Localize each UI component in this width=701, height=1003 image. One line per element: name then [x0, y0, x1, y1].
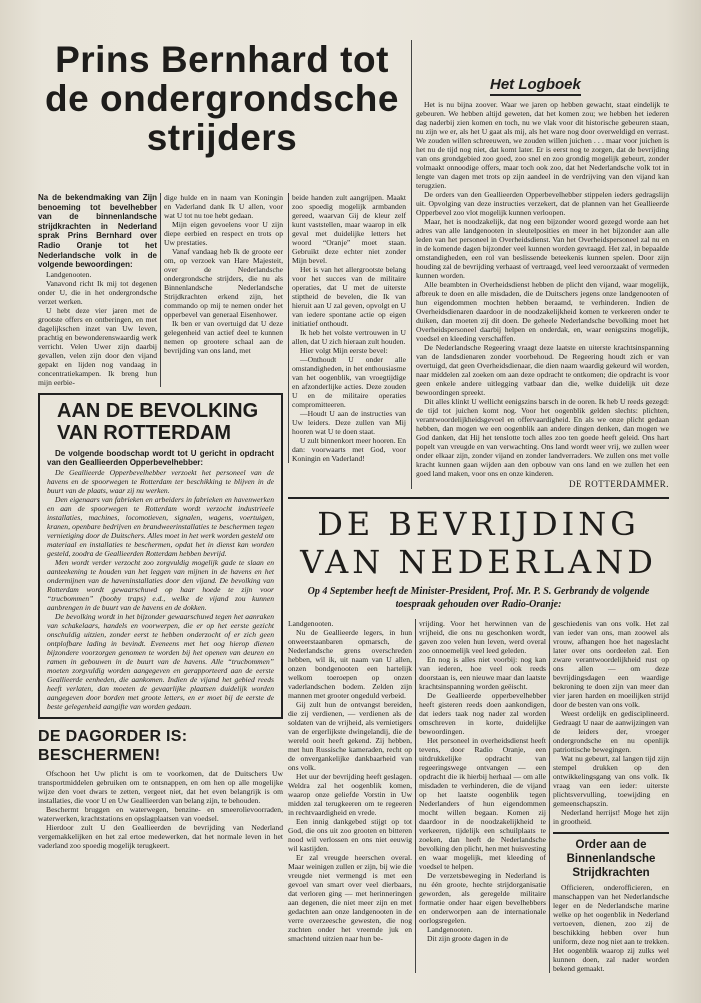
paragraph: Dit alles klinkt U wellicht eenigszins barsch in de ooren. Ik heb U reeds gezegd: de tijd tot juichen komt nog. Voor het oogenblik gelden slechts: plichten, verantwoordelijkheidsgevoel en offervaardigheid. En als we onze plicht gedaan hebben, dan mogen we een oogenblik aan andere dingen denken, dan mogen we God danken, dat Hij het tenslotte toch alles zoo ten goede heeft geleid. Ons hart popelt van vreugde en van verwachting. Ons land wordt weer vrij, we zullen weer onder elkaar zijn, zonder vijand en zonder landverraders. We zullen ons met volle kracht kunnen gaan wijden aan den opbouw van ons land en we zullen het een goed land maken, voor ons en onze kinderen.	[416, 397, 669, 478]
paragraph: beide handen zult aangrijpen. Maakt zoo spoedig mogelijk armbanden gereed, waarvan Gij de kleur zelf kunt vaststellen, maar waarop in elk geval met duidelijke letters het woord “Oranje” moet staan. Gebruikt deze echter niet zonder Mijn bevel.	[292, 193, 406, 265]
paragraph: Beschermt bruggen en waterwegen, benzine- en smeerolievoorraden, waterwerken, krachtstations en opslagplaatsen van voedsel.	[38, 804, 283, 823]
paragraph: Ik ben er van overtuigd dat U deze gelegenheid van actief deel te kunnen nemen op grootere schaal aan de bevrijding van ons land, met	[164, 319, 283, 355]
paragraph: Er zal vreugde heerschen overal. Maar weinigen zullen er zijn, bij wie die vreugde niet vermengd is met een gevoel van smart over veel dierbaars, dat verloren ging — met herinneringen aan degenen, die niet meer zijn en met gedachten aan onze landgenooten in de verre overzeesche gewesten, die nog zuchten onder het vreemde juk en smachtend uitzien naar hun be-	[288, 853, 412, 943]
bevrijding-title: DE BEVRIJDING VAN NEDERLAND	[300, 505, 657, 581]
bevrijding-columns	[288, 619, 669, 973]
paragraph: De verzetsbeweging in Nederland is nu één groote, hechte strijdorganisatie geworden, als geregelde militaire formatie onder haar eigen bevelhebbers en onderworpen aan de internationale oorlogsregelen.	[419, 871, 546, 925]
rotterdam-title: AAN DE BEVOLKING VAN ROTTERDAM	[57, 399, 259, 444]
bevrijding-section	[288, 497, 669, 973]
paragraph: Maar, het is noodzakelijk, dat nog een bijzonder woord gezegd worde aan het adres van alle landgenooten in sleutelposities en meer in het bijzonder aan alle leden van het personeel in Overheidsdienst. Van het Overheidspersoneel zal nu en in de komende dagen bijzonder veel kunnen worden gevraagd. Het zal, in bepaalde omstandigheden, een rol van beslissende beteekenis kunnen spelen. Door zijn houding zal de bevrijding verhaast of vertraagd, veel leed veroorzaakt of vermeden kunnen worden.	[416, 217, 669, 280]
bernhard-lead: Na de bekendmaking van Zijn benoeming tot bevelhebber van de binnenlandsche strijdkrachten in Nederland sprak Prins Bernhard over Radio Oranje tot het Nederlandsche volk in de volgende bewoordingen:	[38, 193, 157, 270]
order-rule	[553, 832, 669, 834]
paragraph: Wat nu gebeurt, zal langen tijd zijn stempel drukken op den ontwikkelingsgang van ons volk. Ik vraag van een ieder: uiterste plichtsvervulling, toewijding en gemeenschapszin.	[553, 754, 669, 808]
paragraph: Men wordt verder verzocht zoo zorgvuldig mogelijk gade te slaan en aanteekening te houden van het leggen van mijnen in de havens en het ondermijnen van de haveninstallaties door den vijand. De bevolking van Rotterdam wordt gewaarschuwd op haar hoede te zijn voor “trucbommen” (booby traps) e.d., welke de vijand zou kunnen aanbrengen in de buurt van de havens en de dokken.	[47, 557, 274, 612]
left-column	[38, 193, 283, 850]
dagorder-title: DE DAGORDER IS: BESCHERMEN!	[38, 727, 188, 764]
paragraph: Hierdoor zult U den Geallieerden de bevrijding van Nederland vergemakkelijken en het zal ertoe medewerken, dat het normale leven in het vaderland zoo spoedig mogelijk terugkeert.	[38, 822, 283, 850]
paragraph: Ofschoon het Uw plicht is om te voorkomen, dat de Duitschers Uw transportmiddelen gebruiken om te ontsnappen, en om hen op alle mogelijke wijze den voet dwars te zetten, vergeet niet, dat het even belangrijk is om installaties, die voor U en Uw Geallieerden van belang zijn, te behouden.	[38, 768, 283, 805]
paragraph: Landgenooten.	[427, 925, 473, 934]
paragraph: Het is van het allergrootste belang voor het succes van de militaire operaties, dat U met de uiterste stiptheid de bevelen, die Ik van hieruit aan U zal geven, opvolgt en U van iedere spontane actie op eigen initiatief onthoudt.	[292, 265, 406, 328]
paragraph: vrijding. Voor het herwinnen van de vrijheid, die ons nu geschonken wordt, gaven zoo velen hun leven, werd overal zoo onnoemelijk veel leed geleden.	[419, 619, 546, 655]
paragraph: Ik heb het volste vertrouwen in U allen, dat U zich hieraan zult houden.	[292, 328, 406, 346]
paragraph: Vanavond richt Ik mij tot degenen onder U, die in het ondergrondsche verzet werken.	[38, 278, 157, 306]
paragraph: Landgenooten.	[46, 269, 92, 279]
paragraph: De orders van den Geallieerden Opperbevelhebber stippelen ieders gedragslijn uit. Opvolging van deze instructies verzekert, dat de plannen van het Geallieerde Opperbevel zoo vlot mogelijk kunnen verloopen.	[416, 190, 669, 217]
bevrijding-subtitle: Op 4 September heeft de Minister-President, Prof. Mr. P. S. Gerbrandy de volgende toespraak gehouden over Radio-Oranje:	[307, 586, 650, 610]
paragraph: —Houdt U aan de instructies van Uw leiders. Deze zullen van Mij hooren wat U te doen staat.	[292, 409, 406, 436]
bevrijding-column-3	[553, 619, 669, 973]
paragraph: De Nederlandsche Regeering vraagt deze laatste en uiterste krachtsinspanning van de landsdienaren zonder voorbehoud. De Regeering houdt zich er van overtuigd, dat geen Overheidsdienaar, die dien naam waardig gekeurd wil worden, naar middelen zal zoeken om aan deze opdracht te ontkomen; die opdracht is voor geen enkele andere uitlegging vatbaar dan die, welke duidelijk uit deze bewoordingen spreekt.	[416, 343, 669, 397]
rotterdam-box	[38, 393, 283, 719]
logboek-signature: DE ROTTERDAMMER.	[569, 479, 669, 489]
bernhard-column-2	[164, 193, 283, 387]
paragraph: Nederland herrijst! Moge het zijn in grootheid.	[553, 808, 669, 826]
paragraph: Dit zijn groote dagen in de	[427, 934, 509, 943]
paragraph: Het is nu bijna zoover. Waar we jaren op hebben gewacht, staat eindelijk te gebeuren. We hebben altijd geweten, dat het komen zou; we hebben het iederen dag naderbij zien komen en toch, nu we vlak voor dit historische gebeuren staan, nu zijn we er, als het U gaat als mij, als het ware nog door overweldigd en verrast. We zouden willen schreeuwen, we zouden willen juichen . . . maar voor juichen is het nu de tijd nog niet, dat komt later. Er is eerst nog te zorgen, dat de bevrijding van ons grondgebied zoo goed, zoo snel en zoo grondig mogelijk gebeurt, zonder volmaakt onnoodige offers, maar toch ook zoo, dat het Nederlandsche volk tot in lengte van dagen met trots op zijn aandeel in de verdrijving van den vijand kan terugzien.	[416, 100, 669, 190]
bevrijding-column-2	[419, 619, 550, 973]
paragraph: Mijn eigen gevoelens voor U zijn diepe eerbied en respect en trots op Uw prestaties.	[164, 220, 283, 247]
dagorder-body	[38, 769, 283, 850]
paragraph: De Geallieerde opperbevelhebber heeft gisteren reeds doen aankondigen, dat ieders taak nog nader zal worden omschreven in korte, duidelijke bewoordingen.	[419, 691, 546, 736]
paragraph: Gij zult hun de ontvangst bereiden, die zij verdienen, — verdienen als de soldaten van de vrijheid, als vernietigers van de ergerlijkste dwingelandij, die de wereld ooit heeft gekend. Zij hebben, met hun Russische kameraden, recht op de onvergankelijke dankbaarheid van ons volk.	[288, 700, 412, 772]
paragraph: Alle beambten in Overheidsdienst hebben de plicht den vijand, waar mogelijk, afbreuk te doen en alle misdaden, die de Duitschers jegens onze landgenooten of hun eigendommen mochten hebben beraamd, te verhinderen. Indien de Overheidsdienaren daardoor in de noodzakelijkheid komen te verkeeren onder te duiken, dan moeten zij dit doen. De geheele Nederlandsche bevolking moet het Overheidspersoneel daarbij helpen en onderdak, en, waar eenigszins mogelijk, voedsel en kleeding verschaffen.	[416, 280, 669, 343]
paragraph: Het uur der bevrijding heeft geslagen. Weldra zal het oogenblik komen, waarop onze geliefde Vorstin in Uw midden zal terugkeeren om te regeeren in rechtvaardigheid en vrede.	[288, 772, 412, 817]
paragraph: Weest ordelijk en gedisciplineerd. Gedraagt U naar de aanwijzingen van de leiders der, vroeger ondergrondsche en nu openlijk patriottische bewegingen.	[553, 709, 669, 754]
bernhard-column-3	[288, 193, 406, 463]
bevrijding-column-3-text	[553, 619, 669, 826]
bernhard-columns	[38, 193, 283, 387]
paragraph: —Onthoudt U onder alle omstandigheden, in het enthousiasme van het oogenblik, van vroegtijdige en afzonderlijke acties. Deze zouden U en de militaire operaties compromitteeren.	[292, 355, 406, 409]
order-title: Order aan de Binnenlandsche Strijdkrachten	[566, 839, 656, 879]
paragraph: U hebt deze vier jaren met de grootste offers en ontberingen, en met dagelijkschen inzet van Uw leven, prachtig en bewonderenswaardig werk verricht. Velen Uwer zijn daarbij gevallen, velen zijn door den vijand gepakt en lijden nog vandaag in concentratiekampen. Ik breng hun mijn eerbie-	[38, 305, 157, 387]
paragraph: En nog is alles niet voorbij: nog kan van iederen, hoe veel ook reeds doorstaan is, een nieuwe maar dan laatste krachtsinspanning worden geëischt.	[419, 655, 546, 691]
paragraph: Hier volgt Mijn eerste bevel:	[300, 346, 388, 355]
paragraph: De bevolking wordt in het bijzonder gewaarschuwd tegen het aanraken van schakelaars, handels en voorwerpen, die er op het eerste gezicht onschuldig uitzien, zonder eerst te hebben onderzocht of er zich geen ontplofbare lading in bevindt. Eveneens met het oog hierop dienen bijzondere voorzorgen genomen te worden bij het openen van deuren en ramen in gebouwen in de buurt van de havens. Alle “trucbommen” moeten zorgvuldig worden aangegeven en gerapporteerd aan de eerste Geallieerde eenheden, die aankomen. Indien de vijand het gebied reeds heeft verlaten, dan moeten de gevaarlijke plaatsen duidelijk worden aangegeven door borden met groote letters, en er moet bij de eerste de beste gelegenheid aangifte van worden gedaan.	[47, 611, 274, 711]
order-body	[553, 883, 669, 973]
headline-prins-bernhard: Prins Bernhard tot de ondergrondsche strijders	[45, 39, 399, 158]
paragraph: Officieren, onderofficieren, en manschappen van het Nederlandsche leger en de Nederlandsche marine welke op het oogenblik in Nederland vertoeven, dienen, zoo zij de beschikking hebben over hun uniform, deze nog niet aan te trekken. Het oogenblik waarop zij zulks wel kunnen doen, zal nader worden bekend gemaakt.	[553, 883, 669, 973]
paragraph: dige hulde en in naam van Koningin en Vaderland dank Ik U allen, voor wat U tot nu toe hebt gedaan.	[164, 193, 283, 220]
bernhard-column-1	[38, 193, 161, 387]
paragraph: Den eigenaars van fabrieken en arbeiders in fabrieken en havenwerken en aan de spoorwegen te Rotterdam wordt verzocht industrieele installaties, machines, locomotieven, signalen, wagens, voertuigen, kranen, openbare bedrijven en brandweerinstallaties te beschermen tegen vernietiging door de Duitschers. Alles moet in het werk worden gesteld om materiaal en installaties te beschermen, opdat het in dienst kan worden gesteld, zoodra de Geallieerden Rotterdam hebben bevrijd.	[47, 494, 274, 558]
paragraph: De Geallieerde Opperbevelhebber verzoekt het personeel van de havens en de spoorwegen te Rotterdam ter beschikking te blijven in de buurt van de plaats, waar zij nu werken.	[47, 467, 274, 495]
bevrijding-column-1	[288, 619, 416, 973]
rotterdam-body	[47, 449, 274, 711]
paragraph: Het personeel in overheidsdienst heeft tevens, door Radio Oranje, een uitdrukkelijke opdracht van regeeringswege ontvangen — een opdracht die ik hierbij herhaal — om alle misdaden te verhinderen, die de vijand op het laatste oogenblik tegen Nederlanders of hun eigendommen mocht willen begaan. Komen zij daardoor in de noodzakelijkheid te verkeeren, tijdelijk een schuilplaats te zoeken, dan heeft de Nederlandsche bevolking den plicht, hen met huisvesting en waar mogelijk, met kleeding of voedsel te helpen.	[419, 736, 546, 871]
paragraph: U zult binnenkort meer hooren. En dan: voorwaarts met God, voor Koningin en Vaderland!	[292, 436, 406, 463]
rotterdam-lead: De volgende boodschap wordt tot U gericht in opdracht van den Geallieerden Opperbevelhebber:	[47, 448, 274, 468]
logboek-title: Het Logboek	[490, 76, 581, 96]
paragraph: geschiedenis van ons volk. Het zal van ieder van ons, man zoowel als vrouw, afhangen hoe het nageslacht later over ons oordeelen zal. Een zware verantwoordelijkheid rust op ons allen — om deze bevrijdingsdagen een waardige bekroning te doen zijn van meer dan vier jaren harden en moeilijken strijd door de besten van ons volk.	[553, 619, 669, 709]
paragraph: Vanaf vandaag heb Ik de groote eer om, op verzoek van Hare Majesteit, over de Nederlandsche ondergrondsche strijders, die nu als Binnenlandsche Nederlandsche Strijdkrachten erkend zijn, het commando op mij te nemen onder het opperbevel van generaal Eisenhower.	[164, 247, 283, 319]
logboek-column	[411, 40, 669, 489]
logboek-body	[416, 100, 669, 489]
paragraph: Nu de Geallieerde legers, in hun onweerstaanbaren opmarsch, de Nederlandsche grens overschreden hebben, wil ik, uit naam van U allen, onzen bondgenooten een hartelijk welkom toeroepen op onzen vaderlandschen bodem. Zelden zijn mannen met grooter ongeduld verbeid.	[288, 628, 412, 700]
paragraph: Landgenooten.	[288, 619, 334, 628]
paragraph: Een innig dankgebed stijgt op tot God, die ons uit zoo grooten en bitteren nood wil verlossen en ons niet eeuwig wil kastijden.	[288, 817, 412, 853]
